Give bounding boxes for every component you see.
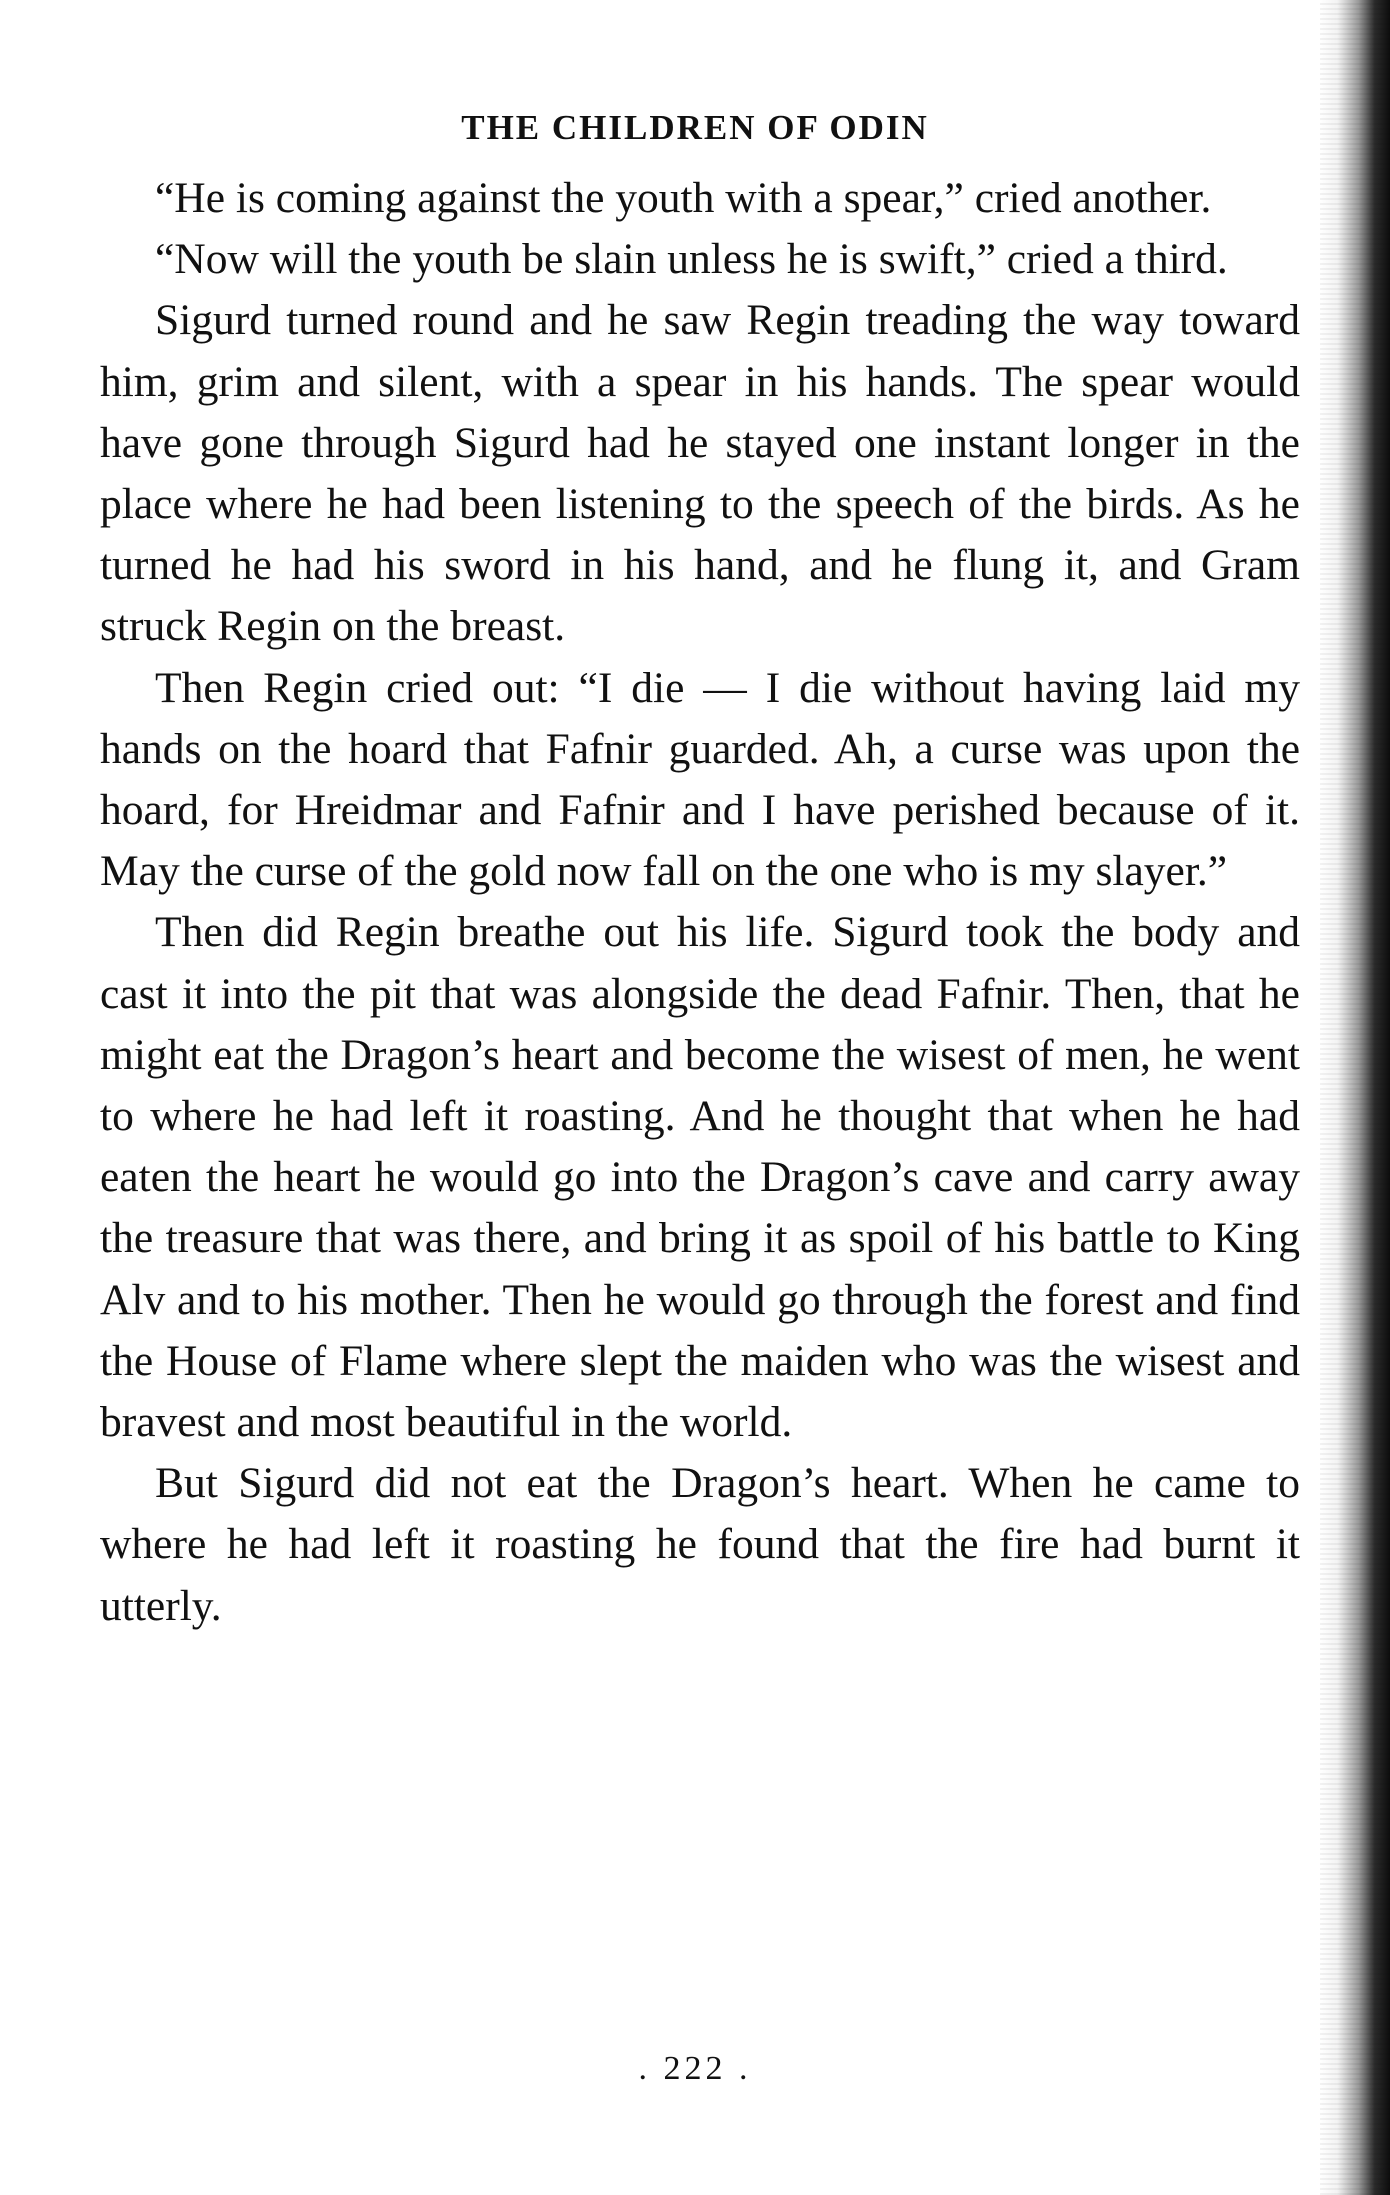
running-head: THE CHILDREN OF ODIN [461,108,929,147]
paragraph: “Now will the youth be slain unless he is swift,” cried a third. [155,235,1228,284]
page-number: . 222 . [638,2050,752,2087]
paragraph: Sigurd turned round and he saw Regin treading the way toward him, grim and silent, with a spear in his hands. The spear would have gone through Sigurd had he stayed one instant longer in the place where he had been listening to the speech of the birds. As he turned he had his sword in his hand, and he flung it, and Gram struck Regin on the breast. [100,296,1300,651]
body-text [100,168,1300,1637]
paragraph: Then did Regin breathe out his life. Sigurd took the body and cast it into the pit that was alongside the dead Fafnir. Then, that he might eat the Dragon’s heart and become the wisest of men, he went to where he had left it roasting. And he thought that when he had eaten the heart he would go into the Dragon’s cave and carry away the treasure that was there, and bring it as spoil of his battle to King Alv and to his mother. Then he would go through the forest and find the House of Flame where slept the maiden who was the wisest and bravest and most beautiful in the world. [100,908,1300,1447]
page-edge-shadow [1320,0,1390,2195]
paragraph: “He is coming against the youth with a spear,” cried another. [155,174,1212,222]
paragraph: Then Regin cried out: “I die — I die without having laid my hands on the hoard that Fafnir guarded. Ah, a curse was upon the hoard, for Hreidmar and Fafnir and I have perished because of it. May the curse of the gold now fall on the one who is my slayer.” [100,663,1300,896]
paragraph: But Sigurd did not eat the Dragon’s heart. When he came to where he had left it roasting he found that the fire had burnt it utterly. [100,1459,1300,1630]
